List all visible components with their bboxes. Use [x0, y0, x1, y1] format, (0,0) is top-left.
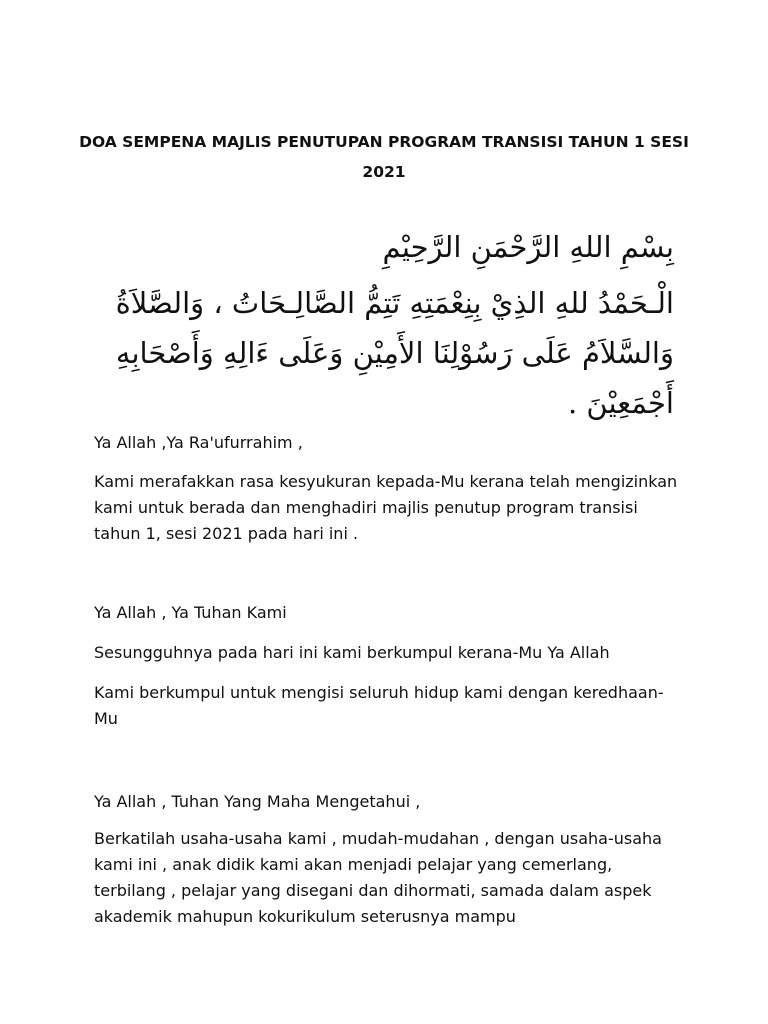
paragraph-gathering: Sesungguhnya pada hari ini kami berkumpul kerana-Mu Ya Allah	[94, 643, 610, 662]
document-title: DOA SEMPENA MAJLIS PENUTUPAN PROGRAM TRANSISI TAHUN 1 SESI 2021	[79, 133, 689, 181]
paragraph-gratitude: Kami merafakkan rasa kesyukuran kepada-Mu kerana telah mengizinkan kami untuk berada dan menghadiri majlis penutup program transisi tahun 1, sesi 2021 pada hari ini .	[94, 472, 678, 543]
arabic-opening-prayer: الْـحَمْدُ للهِ الذِيْ بِنِعْمَتِهِ تَتِمُّ الصَّالِـحَاتُ ، وَالصَّلاَةُ وَالسَّلاَمُ عَلَى رَسُوْلِنَا الأَمِيْنِ وَعَلَى ءَالِهِ وَأَصْحَابِهِ أَجْمَعِيْنَ .	[115, 286, 674, 420]
arabic-basmala: بِسْمِ اللهِ الرَّحْمَنِ الرَّحِيْمِ	[382, 230, 674, 264]
paragraph-blessing: Berkatilah usaha-usaha kami , mudah-mudahan , dengan usaha-usaha kami ini , anak didik kami akan menjadi pelajar yang cemerlang, terbilang , pelajar yang disegani dan dihormati, samada dalam aspek akademik mahupun kokurikulum seterusnya mampu	[94, 829, 662, 926]
paragraph-invocation-2: Ya Allah , Ya Tuhan Kami	[94, 603, 287, 622]
paragraph-purpose: Kami berkumpul untuk mengisi seluruh hidup kami dengan keredhaan-Mu	[94, 683, 664, 728]
paragraph-invocation-3: Ya Allah , Tuhan Yang Maha Mengetahui ,	[94, 792, 421, 811]
paragraph-invocation-1: Ya Allah ,Ya Ra'ufurrahim ,	[94, 433, 303, 452]
